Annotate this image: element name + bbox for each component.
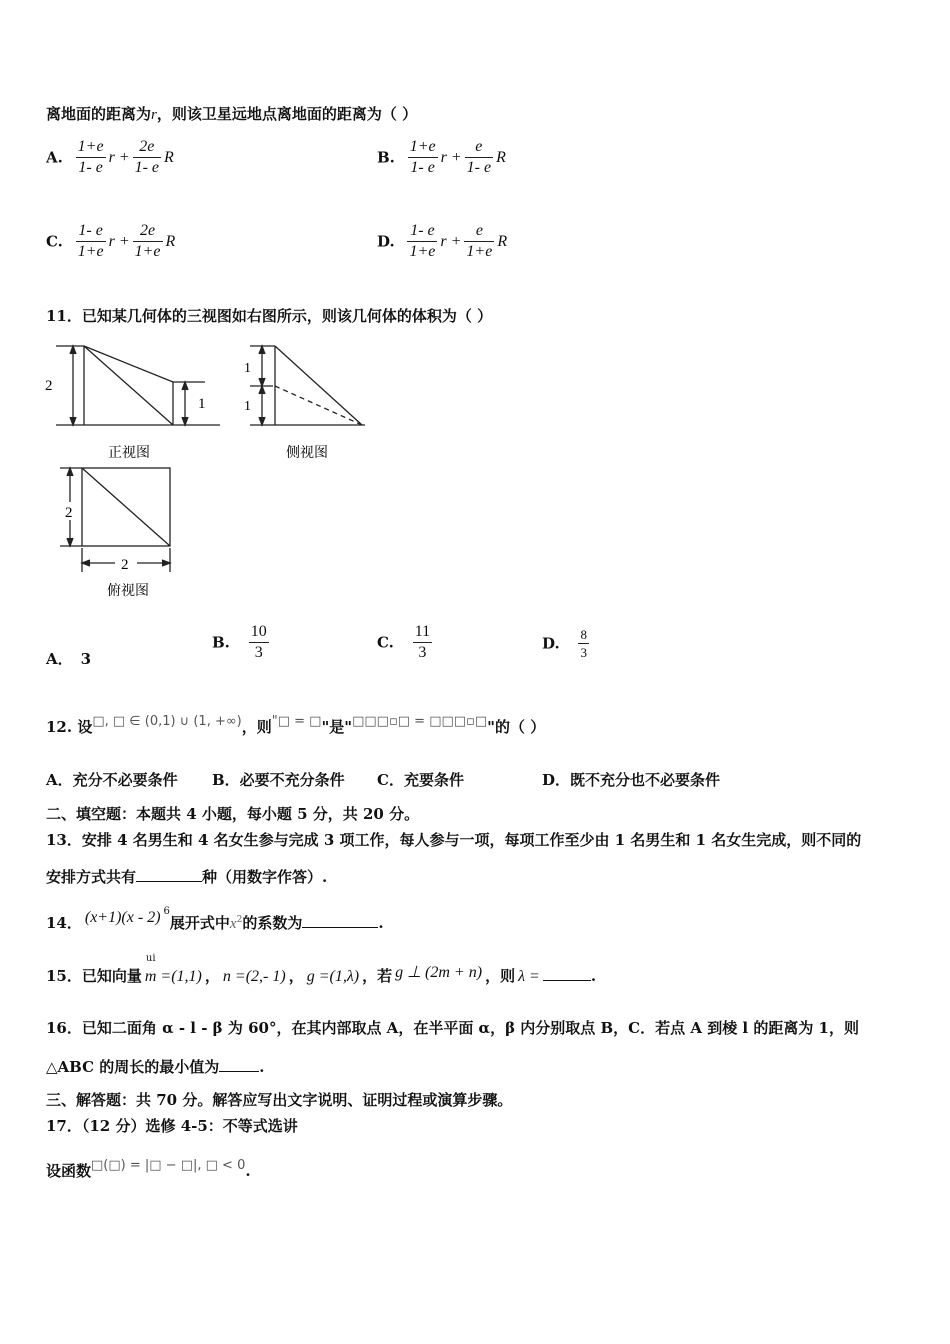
section-2-heading: 二、填空题：本题共 4 小题，每小题 5 分，共 20 分。 [46,805,420,823]
q10-stem: 离地面的距离为r，则该卫星远地点离地面的距离为（ ） [46,105,418,123]
q11-option-d[interactable]: D. $\frac{8}{3}$ [542,627,587,660]
answer-blank[interactable] [136,867,202,882]
top-dim-bottom: 2 [121,557,129,573]
q12-option-b[interactable]: B．必要不充分条件 [212,771,345,789]
front-dim-left: 2 [45,378,53,394]
answer-blank[interactable] [219,1057,259,1072]
fraction: $\frac{10}{3}$ [250,623,267,661]
fraction: $\frac{1- e}{1+e}$ [409,222,436,260]
fraction: $\frac{11}{3}$ [414,623,431,661]
fraction: $\frac{e}{1+e}$ [466,222,493,260]
q10-option-d[interactable]: D. $\frac{1- e}{1+e}$ r + $\frac{e}{1+e}$ R [377,222,508,260]
q11-option-a[interactable]: A． 3 [46,650,92,668]
fraction: $\frac{1+e}{1- e}$ [409,138,436,176]
q13-line2: 安排方式共有 种（用数字作答）. [46,868,328,886]
q12-option-c[interactable]: C．充要条件 [377,771,464,789]
section-3-heading: 三、解答题：共 70 分。解答应写出文字说明、证明过程或演算步骤。 [46,1091,513,1109]
side-view-caption: 侧视图 [286,445,328,461]
fraction: $\frac{e}{1- e}$ [466,138,492,176]
fraction: $\frac{2e}{1- e}$ [134,138,160,176]
fraction: $\frac{1- e}{1+e}$ [77,222,104,260]
q12-option-d[interactable]: D．既不充分也不必要条件 [542,771,721,789]
side-dim-top: 1 [244,361,251,376]
front-view-caption: 正视图 [108,445,150,461]
q10-option-a[interactable]: A. $\frac{1+e}{1- e}$ r + $\frac{2e}{1- e}$ R [46,138,174,176]
front-dim-right: 1 [198,396,206,412]
answer-blank[interactable] [543,966,591,981]
q16-line1: 16．已知二面角 α - l - β 为 60°，在其内部取点 A，在半平面 α，β 内分别取点 B，C．若点 A 到棱 l 的距离为 1，则 [46,1019,859,1037]
q11-option-c[interactable]: C. $\frac{11}{3}$ [377,623,431,661]
top-view-figure [55,462,190,602]
side-view-figure [240,340,370,465]
top-dim-left: 2 [65,505,73,521]
q16-line2: △ABC 的周长的最小值为 . [46,1058,265,1076]
q17-title: 17．（12 分）选修 4-5：不等式选讲 [46,1117,298,1135]
fraction: $\frac{1+e}{1- e}$ [77,138,104,176]
q12-stem: 12. 设□, □ ∈ (0,1) ∪ (1, +∞)，则"□ = □"是"□□□▫□ = □□□▫□"的（ ） [46,714,546,736]
q15: 15．已知向量 ui m =(1,1) ， n =(2,- 1) ， g =(1,λ) ，若 g ⊥ (2m + n) ，则 λ = . [46,953,597,985]
q13-line1: 13．安排 4 名男生和 4 名女生参与完成 3 项工作，每人参与一项，每项工作至少由 1 名男生和 1 名女生完成，则不同的 [46,831,862,849]
front-view-figure [40,340,220,465]
top-view-caption: 俯视图 [107,583,149,599]
q10-option-c[interactable]: C. $\frac{1- e}{1+e}$ r + $\frac{2e}{1+e}$ R [46,222,176,260]
q11-option-b[interactable]: B. $\frac{10}{3}$ [212,623,267,661]
answer-blank[interactable] [302,913,378,928]
fraction: $\frac{2e}{1+e}$ [134,222,161,260]
q17-function: 设函数□(□) = |□ − □|, □ < 0. [46,1158,251,1180]
q14: 14． (x+1)(x - 2) $^6$展开式中$x^2$的系数为 . [46,906,384,932]
fraction: $\frac{8}{3}$ [580,627,587,660]
q11-stem: 11．已知某几何体的三视图如右图所示，则该几何体的体积为（ ） [46,307,493,325]
q12-option-a[interactable]: A．充分不必要条件 [46,771,178,789]
q10-option-b[interactable]: B. $\frac{1+e}{1- e}$ r + $\frac{e}{1- e}$ R [377,138,506,176]
side-dim-bottom: 1 [244,399,251,414]
